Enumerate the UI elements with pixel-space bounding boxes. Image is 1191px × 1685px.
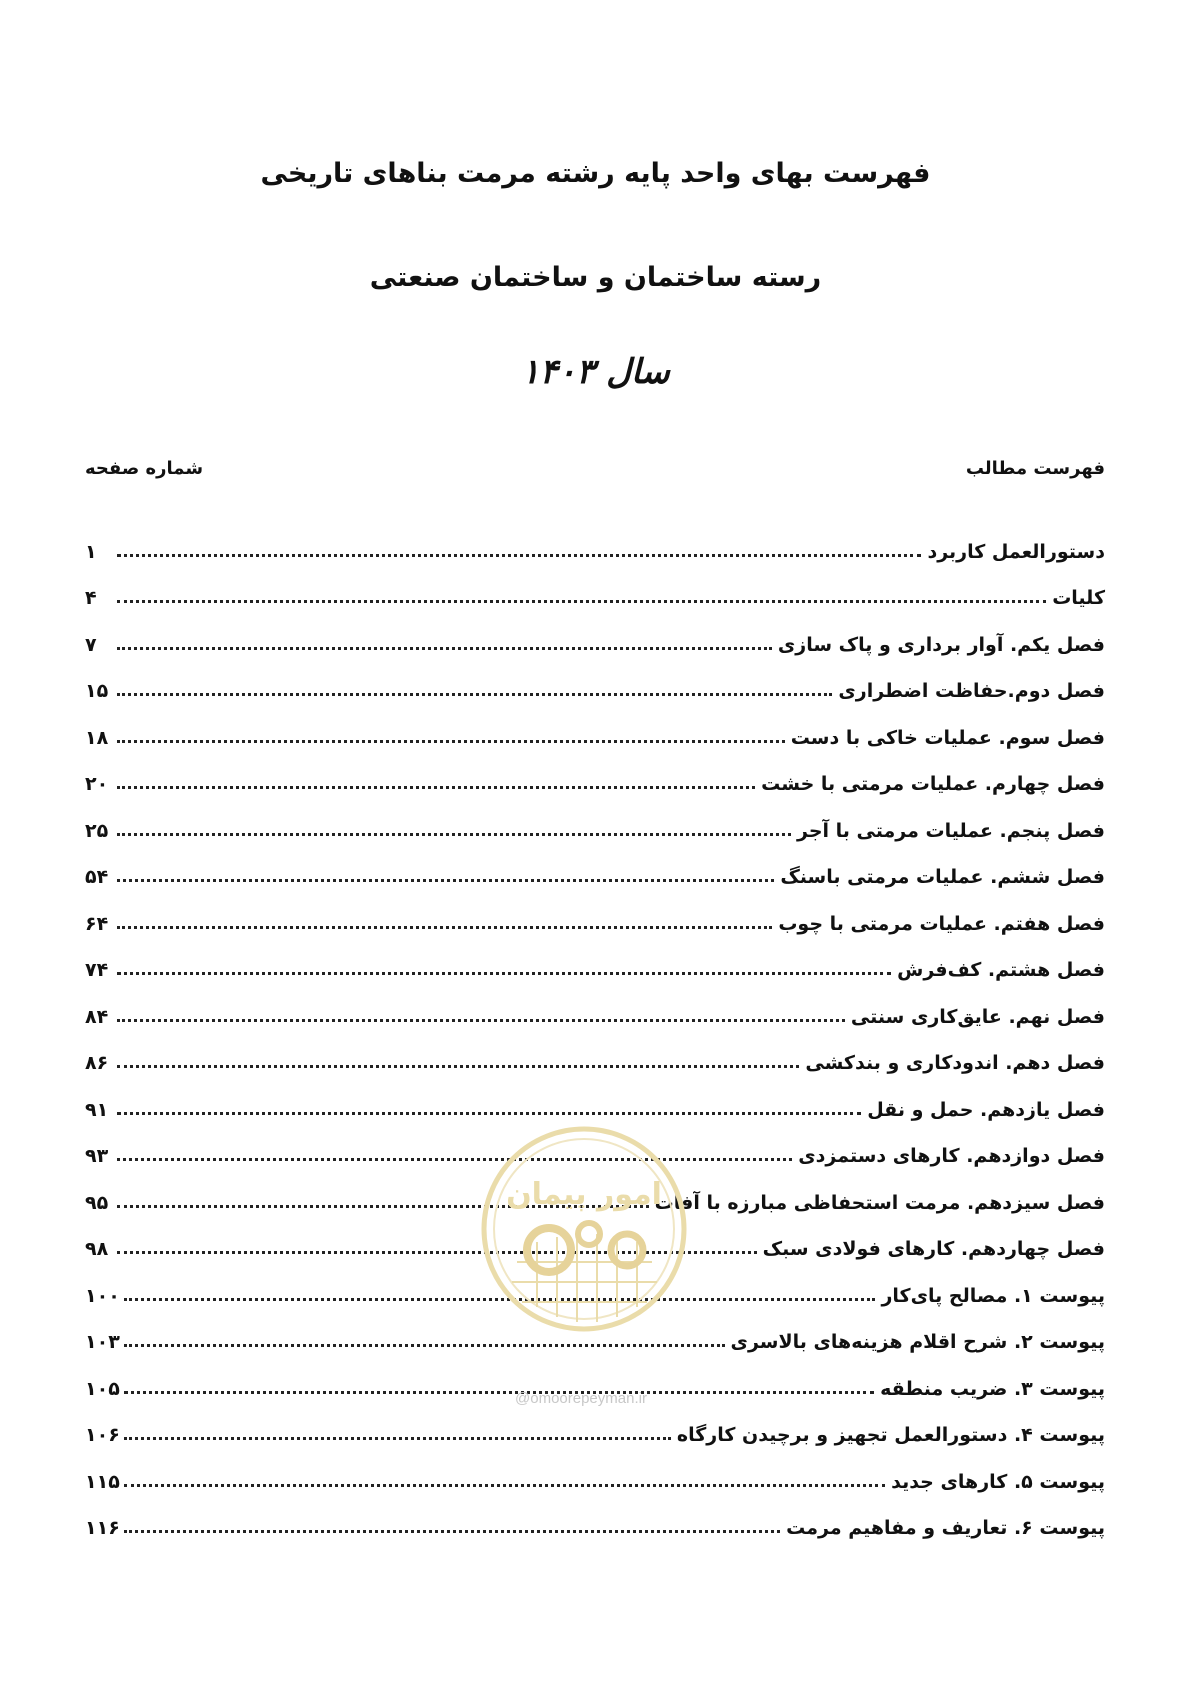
toc-row	[85, 702, 1105, 749]
toc-dot-leader	[117, 740, 785, 743]
toc-entry-title: فصل سیزدهم. مرمت استحفاظی مبارزه با آفات	[654, 1191, 1105, 1214]
toc-entry-title: فصل سوم. عملیات خاکی با دست	[790, 726, 1105, 749]
toc-entry-page: ۱۰۳	[85, 1331, 120, 1353]
toc-entry-page: ۹۳	[85, 1145, 109, 1167]
toc-dot-leader	[117, 1158, 792, 1161]
toc-entry-title: پیوست ۴. دستورالعمل تجهیز و برچیدن کارگاه	[676, 1424, 1105, 1446]
toc-entry-title: فصل یکم. آوار برداری و پاک سازی	[777, 633, 1105, 656]
toc-row	[85, 1028, 1105, 1075]
toc-entry-title: فصل هفتم. عملیات مرمتی با چوب	[778, 912, 1105, 935]
toc-dot-leader	[117, 1019, 845, 1022]
toc-entry-title: پیوست ۲. شرح اقلام هزینه‌های بالاسری	[730, 1331, 1105, 1353]
toc-entry-page: ۹۵	[85, 1191, 109, 1214]
toc-entry-page: ۱	[85, 540, 97, 563]
toc-entry-title: دستورالعمل کاربرد	[927, 540, 1105, 563]
toc-row	[85, 842, 1105, 889]
toc-entry-page: ۱۵	[85, 680, 109, 702]
toc-entry-title: پیوست ۳. ضریب منطقه	[880, 1377, 1105, 1400]
toc-row	[85, 981, 1105, 1028]
toc-entry-page: ۱۰۵	[85, 1377, 120, 1400]
toc-entry-title: پیوست ۶. تعاریف و مفاهیم مرمت	[786, 1517, 1105, 1539]
toc-entry-page: ۱۱۵	[85, 1470, 120, 1493]
toc-row	[85, 749, 1105, 796]
toc-entry-title: پیوست ۱. مصالح پای‌کار	[881, 1284, 1105, 1307]
toc-entry-title: فصل یازدهم. حمل و نقل	[867, 1098, 1105, 1121]
toc-dot-leader	[117, 1065, 799, 1068]
toc-entry-title: فصل هشتم. کف‌فرش	[897, 959, 1105, 981]
toc-dot-leader	[117, 879, 774, 882]
toc-entry-page: ۶۴	[85, 912, 109, 935]
toc-row	[85, 1260, 1105, 1307]
document-subtitle: رسته ساختمان و ساختمان صنعتی	[369, 262, 822, 293]
toc-entry-page: ۸۶	[85, 1052, 109, 1074]
toc-dot-leader	[117, 786, 755, 789]
toc-dot-leader	[117, 600, 1046, 603]
toc-dot-leader	[117, 1205, 649, 1208]
toc-dot-leader	[124, 1484, 885, 1487]
toc-entry-page: ۷	[85, 633, 97, 656]
toc-dot-leader	[124, 1437, 671, 1440]
toc-dot-leader	[117, 647, 772, 650]
toc-row	[85, 1214, 1105, 1261]
toc-row	[85, 516, 1105, 563]
toc-entry-page: ۱۸	[85, 726, 109, 749]
toc-entry-page: ۲۰	[85, 773, 109, 795]
document-title: فهرست بهای واحد پایه رشته مرمت بناهای تاریخی	[260, 158, 931, 189]
toc-row	[85, 1307, 1105, 1354]
toc-entry-page: ۷۴	[85, 959, 109, 981]
watermark-handle: @omoorepeyman.ir	[515, 1390, 647, 1407]
toc-page-number-label: شماره صفحه	[85, 458, 204, 479]
toc-row	[85, 609, 1105, 656]
toc-dot-leader	[117, 926, 772, 929]
toc-contents-label: فهرست مطالب	[965, 458, 1105, 479]
toc-header	[85, 458, 1105, 488]
toc-entry-page: ۱۰۰	[85, 1284, 120, 1307]
toc-row	[85, 1167, 1105, 1214]
toc-dot-leader	[124, 1344, 725, 1347]
toc-dot-leader	[117, 693, 832, 696]
toc-entry-page: ۵۴	[85, 866, 109, 888]
toc-dot-leader	[124, 1391, 874, 1394]
toc-row	[85, 888, 1105, 935]
toc-entry-page: ۴	[85, 587, 97, 609]
toc-row	[85, 1446, 1105, 1493]
toc-row	[85, 1074, 1105, 1121]
toc-entry-title: فصل دهم. اندودکاری و بندکشی	[805, 1052, 1105, 1074]
toc-entry-page: ۲۵	[85, 819, 109, 842]
toc-dot-leader	[124, 1530, 780, 1533]
toc-dot-leader	[117, 554, 921, 557]
toc-entry-page: ۸۴	[85, 1005, 109, 1028]
toc-entry-title: پیوست ۵. کارهای جدید	[891, 1470, 1105, 1493]
watermark-logo-text: امور پیمان	[506, 1177, 662, 1212]
document-year: سال ۱۴۰۳	[521, 352, 670, 392]
toc-row	[85, 1493, 1105, 1540]
toc-entry-page: ۹۱	[85, 1098, 109, 1121]
toc-entry-title: فصل چهارم. عملیات مرمتی با خشت	[761, 773, 1105, 795]
table-of-contents	[85, 516, 1105, 1539]
toc-entry-title: فصل نهم. عایق‌کاری سنتی	[850, 1005, 1105, 1028]
toc-dot-leader	[117, 833, 791, 836]
toc-dot-leader	[117, 972, 891, 975]
toc-row	[85, 935, 1105, 982]
toc-row	[85, 563, 1105, 610]
toc-row	[85, 1121, 1105, 1168]
toc-dot-leader	[117, 1112, 861, 1115]
toc-dot-leader	[117, 1251, 757, 1254]
toc-entry-title: کلیات	[1052, 587, 1105, 609]
toc-entry-page: ۱۰۶	[85, 1424, 120, 1446]
toc-entry-title: فصل چهاردهم. کارهای فولادی سبک	[762, 1238, 1105, 1260]
toc-entry-page: ۹۸	[85, 1238, 109, 1260]
toc-entry-title: فصل ششم. عملیات مرمتی باسنگ	[780, 866, 1105, 888]
toc-dot-leader	[124, 1298, 876, 1301]
toc-entry-title: فصل دوازدهم. کارهای دستمزدی	[798, 1145, 1105, 1167]
toc-entry-title: فصل دوم.حفاظت اضطراری	[838, 680, 1105, 702]
toc-entry-title: فصل پنجم. عملیات مرمتی با آجر	[797, 819, 1105, 842]
toc-entry-page: ۱۱۶	[85, 1517, 120, 1539]
toc-row	[85, 795, 1105, 842]
toc-row	[85, 656, 1105, 703]
